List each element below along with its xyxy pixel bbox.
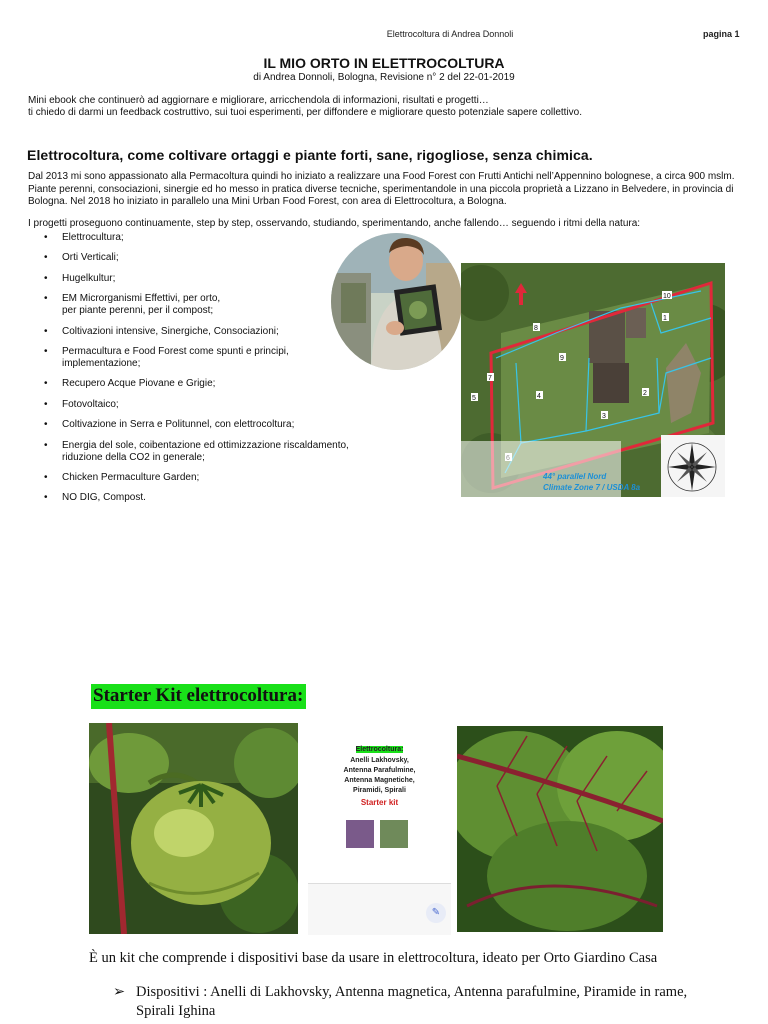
kit-item-text: Dispositivi : Anelli di Lakhovsky, Antenna magnetica, Antenna parafulmine, Piramide in rame, Spirali Ighina [136,984,688,1019]
chard-photo [457,726,663,932]
plot-label: 2 [643,390,647,397]
list-item: • Energia del sole, coibentazione ed ottimizzazione riscaldamento, riduzione della CO2 in generale; [44,440,362,464]
document-title: IL MIO ORTO IN ELETTROCOLTURA [263,55,505,71]
page-number: pagina 1 [703,29,740,39]
compass-rose-icon [668,443,716,491]
projects-intro: I progetti proseguono continuamente, step by step, osservando, studiando, sperimentando, anche fallendo… seguendo i ritmi della natura: [28,218,641,229]
list-item: • Coltivazioni intensive, Sinergiche, Consociazioni; [44,326,344,338]
list-item: • Chicken Permaculture Garden; [44,472,344,484]
intro-text [28,95,738,119]
body-paragraph: Dal 2013 mi sono appassionato alla Permacoltura quindi ho iniziato a realizzare una Food Forest con Frutti Antichi nell’Appennino bolognese, a circa 900 mslm. Piante perenni, consociazioni, sinergie ed ho messo in pratica diverse tecniche, sperimentandole in una piccola proprietà a Lizzano in Belvedere, in provincia di Bologna. Nel 2018 ho iniziato in parallelo una Mini Urban Food Forest, con area di Elettrocoltura, a Bologna. [28,171,735,207]
plot-label: 8 [534,325,538,332]
kit-description: È un kit che comprende i dispositivi base da usare in elettrocoltura, ideato per Orto Giardino Casa [89,950,658,966]
project-list [44,232,349,513]
section-heading: Elettrocoltura, come coltivare ortaggi e piante forti, sane, rigogliose, senza chimica. [27,147,593,163]
intro-line-1: Mini ebook che continuerò ad aggiornare e migliorare, arricchendola di informazioni, risultati e progetti… [28,95,489,106]
page-header-title: Elettrocoltura di Andrea Donnoli [386,29,514,39]
plot-label: 9 [560,355,564,362]
property-map [461,263,725,497]
list-item: • Hugelkultur; [44,273,344,285]
cover-photo-2 [380,820,408,848]
plot-label: 4 [537,393,541,400]
list-item: • Orti Verticali; [44,252,344,264]
edit-pencil-icon: ✎ [426,903,446,923]
tomato-photo [89,723,298,934]
list-item: • Permacultura e Food Forest come spunti e principi, implementazione; [44,346,307,370]
cover-text: Anelli Lakhovsky, Antenna Parafulmine, Antenna Magnetiche, Piramidi, Spirali [343,757,416,794]
plot-label: 3 [602,413,606,420]
cover-label: Starter kit [360,798,399,807]
map-caption-2: Climate Zone 7 / USDA 8a [543,483,641,492]
cover-photo-1 [346,820,374,848]
plot-label: 1 [663,315,667,322]
map-caption-1: 44° parallel Nord [543,472,607,481]
starter-kit-heading: Starter Kit elettrocoltura: [91,684,306,709]
plot-label: 10 [663,293,671,300]
intro-line-2: ti chiedo di darmi un feedback costruttivo, sui tuoi esperimenti, per diffondere e migliorare questo potenziale sapere collettivo. [28,107,583,118]
plot-label: 5 [472,395,476,402]
cover-highlight: Elettrocoltura: [355,746,404,753]
list-item: • Elettrocultura; [44,232,344,244]
list-item: • Coltivazione in Serra e Politunnel, con elettrocoltura; [44,419,344,431]
author-photo [331,233,462,370]
arrow-bullet-icon: ➢ [113,984,126,1000]
document-subtitle: di Andrea Donnoli, Bologna, Revisione n° 2 del 22-01-2019 [253,72,515,83]
ebook-cover [308,723,451,934]
list-item: • NO DIG, Compost. [44,492,344,504]
list-item: • Recupero Acque Piovane e Grigie; [44,378,344,390]
list-item: • EM Microrganismi Effettivi, per orto, per piante perenni, per il compost; [44,293,344,317]
plot-label: 7 [488,375,492,382]
list-item: • Fotovoltaico; [44,399,344,411]
